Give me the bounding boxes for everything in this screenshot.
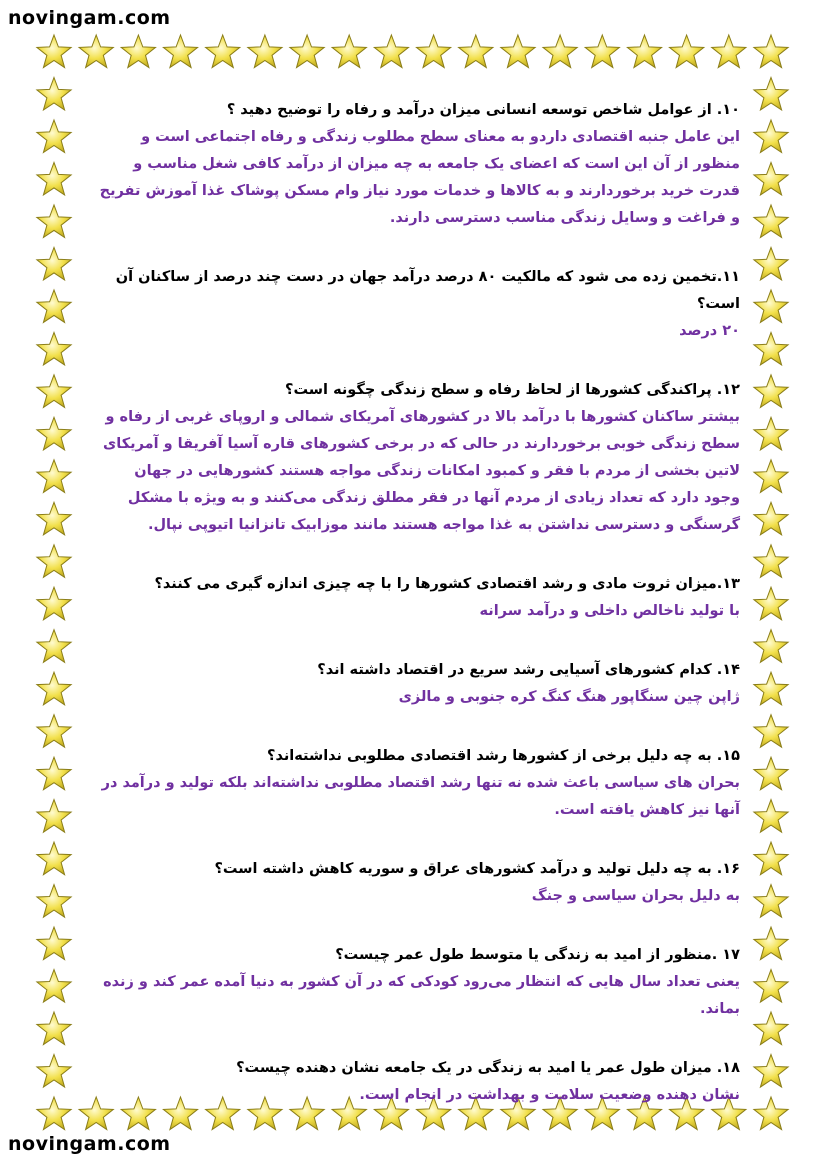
- question-11: ۱۱.تخمین زده می شود که مالکیت ۸۰ درصد درآمد جهان در دست چند درصد از ساکنان آن است؟: [115, 269, 740, 312]
- question-18: ۱۸. میزان طول عمر یا امید به زندگی در یک جامعه نشان دهنده چیست؟: [236, 1060, 740, 1076]
- star-icon: [37, 885, 71, 918]
- site-label-bottom: novingam.com: [8, 1133, 171, 1155]
- star-icon: [37, 800, 71, 833]
- star-icon: [754, 630, 788, 663]
- answer-16: به دلیل بحران سیاسی و جنگ: [531, 888, 740, 904]
- question-13: ۱۳.میزان ثروت مادی و رشد اقتصادی کشورها را با چه چیزی اندازه گیری می کنند؟: [154, 576, 740, 592]
- star-icon: [37, 35, 71, 68]
- qa-item-12: [98, 377, 740, 539]
- star-icon: [37, 757, 71, 790]
- qa-item-11: [98, 264, 740, 345]
- qa-item-17: [98, 942, 740, 1023]
- answer-15: بحران های سیاسی باعث شده نه تنها رشد اقتصاد مطلوبی نداشته‌اند بلکه تولید و درآمد در آنها نیز کاهش یافته است.: [101, 775, 740, 818]
- star-icon: [37, 162, 71, 195]
- star-icon: [121, 35, 155, 68]
- star-icon: [79, 35, 113, 68]
- star-icon: [712, 35, 746, 68]
- star-icon: [754, 842, 788, 875]
- question-10: ۱۰. از عوامل شاخص توسعه انسانی میزان درآمد و رفاه را توضیح دهید ؟: [226, 102, 740, 118]
- star-icon: [754, 970, 788, 1003]
- star-icon: [754, 162, 788, 195]
- star-icon: [754, 120, 788, 153]
- star-icon: [37, 1055, 71, 1088]
- answer-18: نشان دهنده وضعیت سلامت و بهداشت در انجام است.: [359, 1087, 740, 1103]
- star-icon: [290, 35, 324, 68]
- star-icon: [754, 1055, 788, 1088]
- star-icon: [248, 35, 282, 68]
- star-icon: [37, 205, 71, 238]
- answer-13: با تولید ناخالص داخلی و درآمد سرانه: [479, 603, 740, 619]
- answer-14: ژاپن چین سنگاپور هنگ کنگ کره جنوبی و مالزی: [398, 689, 740, 705]
- question-17: ۱۷ .منظور از امید به زندگی یا متوسط طول عمر چیست؟: [335, 947, 740, 963]
- star-icon: [754, 247, 788, 280]
- star-icon: [37, 587, 71, 620]
- star-icon: [627, 35, 661, 68]
- star-icon: [37, 78, 71, 111]
- star-icon: [37, 502, 71, 535]
- question-15: ۱۵. به چه دلیل برخی از کشورها رشد اقتصادی مطلوبی نداشته‌اند؟: [267, 748, 740, 764]
- star-icon: [754, 375, 788, 408]
- question-16: ۱۶. به چه دلیل تولید و درآمد کشورهای عراق و سوریه کاهش داشته است؟: [214, 861, 740, 877]
- answer-10: این عامل جنبه اقتصادی داردو به معنای سطح مطلوب زندگی و رفاه اجتماعی است و منظور از آن این است که اعضای یک جامعه به چه میزان از درآمد کافی شغل مناسب و قدرت خرید برخوردارند و به کالاها و خدمات مورد نیاز وام مسکن پوشاک غذا آموزش تفریح و فراغت و وسایل زندگی مناسب دسترسی دارند.: [99, 129, 740, 226]
- star-icon: [754, 78, 788, 111]
- site-label-top: novingam.com: [8, 7, 171, 29]
- star-icon: [754, 545, 788, 578]
- star-icon: [754, 502, 788, 535]
- star-icon: [37, 1012, 71, 1045]
- qa-item-10: [98, 97, 740, 232]
- star-icon: [754, 757, 788, 790]
- qa-content: [98, 97, 740, 1141]
- star-icon: [754, 35, 788, 68]
- star-icon: [37, 672, 71, 705]
- qa-item-15: [98, 743, 740, 824]
- answer-17: یعنی تعداد سال هایی که انتظار می‌رود کودکی که در آن کشور به دنیا آمده عمر کند و زنده بماند.: [103, 974, 740, 1017]
- star-icon: [501, 35, 535, 68]
- star-icon: [417, 35, 451, 68]
- star-icon: [37, 545, 71, 578]
- star-icon: [332, 35, 366, 68]
- qa-item-13: [98, 571, 740, 625]
- qa-item-14: [98, 657, 740, 711]
- star-icon: [754, 885, 788, 918]
- star-icon: [754, 672, 788, 705]
- star-icon: [754, 1097, 788, 1130]
- question-14: ۱۴. کدام کشورهای آسیایی رشد سریع در اقتصاد داشته اند؟: [317, 662, 740, 678]
- star-icon: [754, 927, 788, 960]
- star-icon: [37, 120, 71, 153]
- star-icon: [37, 715, 71, 748]
- star-icon: [37, 332, 71, 365]
- star-icon: [670, 35, 704, 68]
- qa-item-16: [98, 856, 740, 910]
- star-icon: [37, 247, 71, 280]
- star-icon: [37, 1097, 71, 1130]
- star-icon: [754, 460, 788, 493]
- star-icon: [754, 332, 788, 365]
- star-icon: [543, 35, 577, 68]
- star-icon: [754, 800, 788, 833]
- answer-11: ۲۰ درصد: [679, 323, 740, 339]
- star-icon: [37, 290, 71, 323]
- star-icon: [37, 927, 71, 960]
- star-icon: [754, 587, 788, 620]
- question-12: ۱۲. پراکندگی کشورها از لحاظ رفاه و سطح زندگی چگونه است؟: [285, 382, 740, 398]
- star-icon: [37, 630, 71, 663]
- star-icon: [37, 842, 71, 875]
- answer-12: بیشتر ساکنان کشورها با درآمد بالا در کشورهای آمریکای شمالی و اروپای غربی از رفاه و سطح زندگی خوبی برخوردارند در حالی که در برخی کشورهای قاره آسیا آفریقا و آمریکای لاتین بخشی از مردم با فقر و کمبود امکانات زندگی مواجه هستند کشورهایی در جهان وجود دارد که تعداد زیادی از مردم آنها در فقر مطلق زندگی می‌کنند و به ویژه با مشکل گرسنگی و دسترسی نداشتن به غذا مواجه هستند مانند موزابیک تانزانیا اتیوپی نپال.: [102, 409, 740, 533]
- star-icon: [37, 970, 71, 1003]
- star-icon: [754, 290, 788, 323]
- star-icon: [37, 417, 71, 450]
- star-icon: [754, 417, 788, 450]
- star-icon: [163, 35, 197, 68]
- star-icon: [585, 35, 619, 68]
- star-icon: [37, 460, 71, 493]
- star-icon: [459, 35, 493, 68]
- star-icon: [754, 715, 788, 748]
- star-icon: [754, 205, 788, 238]
- star-icon: [37, 375, 71, 408]
- star-icon: [374, 35, 408, 68]
- star-icon: [754, 1012, 788, 1045]
- qa-item-18: [98, 1055, 740, 1109]
- star-icon: [206, 35, 240, 68]
